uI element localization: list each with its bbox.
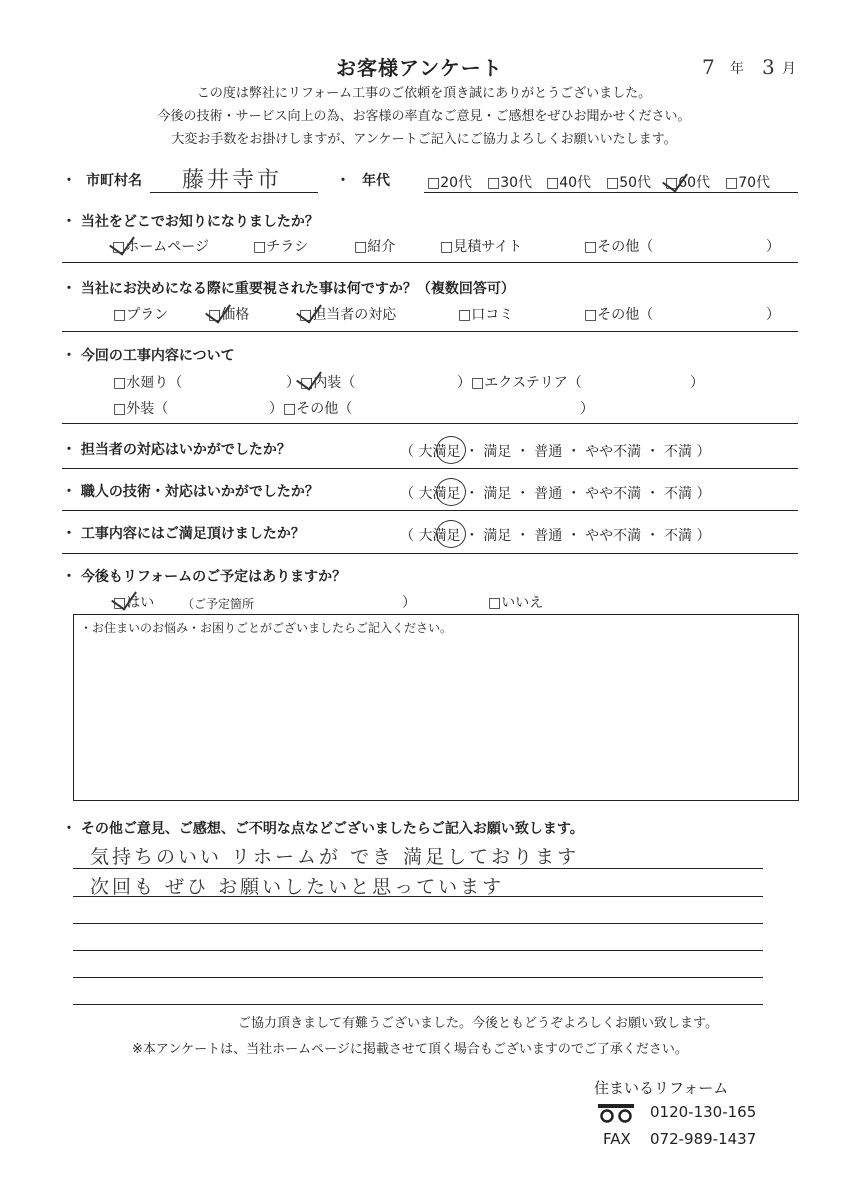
q7-question: ・ 今後もリフォームのご予定はありますか？ xyxy=(62,569,347,585)
q5-divider xyxy=(62,510,798,511)
q3-option-water[interactable]: □水廻り（ xyxy=(113,375,183,391)
q7-yes-detail-close: ） xyxy=(402,595,416,611)
concerns-box-label: ・お住まいのお悩み・お困りごとがございましたらご記入ください。 xyxy=(80,621,453,635)
q5-question: ・ 職人の技術・対応はいかがでしたか？ xyxy=(62,484,319,500)
city-bullet: ・ xyxy=(62,173,76,189)
comment-line-2[interactable] xyxy=(73,896,763,897)
q1-option-other[interactable]: □その他（ xyxy=(584,239,654,255)
q2-option-plan[interactable]: □プラン xyxy=(113,307,169,323)
age-option-30[interactable]: □30代 xyxy=(487,175,533,191)
age-option-50[interactable]: □50代 xyxy=(606,175,652,191)
city-value: 藤井寺市 xyxy=(182,168,283,193)
q1-divider xyxy=(62,262,798,263)
q6-divider xyxy=(62,553,798,554)
comments-handwritten-line-1: 気持ちのいい リホームが でき 満足しております xyxy=(90,846,580,868)
city-label: 市町村名 xyxy=(86,173,142,189)
q7-option-yes[interactable]: □はい xyxy=(113,595,155,611)
date-month-label: 月 xyxy=(782,61,796,77)
q4-rating-scale[interactable]: （ 大満足 ・ 満足 ・ 普通 ・ やや不満 ・ 不満 ） xyxy=(400,444,711,460)
q3-row1-close: ） xyxy=(690,375,704,391)
comment-line-1[interactable] xyxy=(73,868,763,869)
q6-selected-circle xyxy=(436,520,466,548)
comment-line-3[interactable] xyxy=(73,923,763,924)
phone-number[interactable]: 0120-130-165 xyxy=(650,1103,757,1121)
q7-option-no[interactable]: □いいえ xyxy=(488,595,544,611)
age-option-40[interactable]: □40代 xyxy=(546,175,592,191)
q7-yes-detail-open: （ご予定箇所 xyxy=(182,597,255,611)
q3-question: ・ 今回の工事内容について xyxy=(62,348,235,364)
age-label: 年代 xyxy=(362,173,390,189)
company-name: 住まいるリフォーム xyxy=(594,1079,729,1097)
age-bullet: ・ xyxy=(336,173,350,189)
q4-selected-circle xyxy=(436,436,466,464)
q1-option-flyer[interactable]: □チラシ xyxy=(253,239,309,255)
comments-question: ・ その他ご意見、ご感想、ご不明な点などございましたらご記入お願い致します。 xyxy=(62,821,584,837)
age-option-20[interactable]: □20代 xyxy=(427,175,473,191)
q3-option-exterior-wall[interactable]: □外装（ xyxy=(113,401,169,417)
intro-line-3: 大変お手数をお掛けしますが、アンケートご記入にご協力よろしくお願いいたします。 xyxy=(171,132,677,147)
date-year-value: 7 xyxy=(702,55,715,79)
comment-line-6[interactable] xyxy=(73,1004,763,1005)
q6-question: ・ 工事内容にはご満足頂けましたか？ xyxy=(62,526,305,542)
intro-line-1: この度は弊社にリフォーム工事のご依頼を頂き誠にありがとうございました。 xyxy=(196,86,652,101)
q2-question: ・ 当社にお決めになる際に重要視された事は何ですか？（複数回答可） xyxy=(62,281,515,297)
q1-other-close: ） xyxy=(766,239,780,255)
q2-option-reviews[interactable]: □口コミ xyxy=(458,307,514,323)
intro-line-2: 今後の技術・サービス向上の為、お客様の率直なご意見・ご感想をぜひお聞かせください。 xyxy=(157,109,691,124)
free-dial-icon xyxy=(597,1103,635,1123)
q2-option-staff[interactable]: □担当者の対応 xyxy=(299,307,397,323)
q3-option-exterior-landscape[interactable]: ）□エクステリア（ xyxy=(457,375,582,391)
q1-question: ・ 当社をどこでお知りになりましたか？ xyxy=(62,214,319,230)
footer-note: ※本アンケートは、当社ホームページに掲載させて頂く場合もございますのでご了承ください。 xyxy=(132,1042,688,1057)
q3-option-interior[interactable]: ）□内装（ xyxy=(286,375,356,391)
comment-line-5[interactable] xyxy=(73,977,763,978)
city-underline xyxy=(150,192,318,193)
q1-option-referral[interactable]: □紹介 xyxy=(354,239,396,255)
date-month-value: 3 xyxy=(762,55,775,79)
q3-row2-close: ） xyxy=(580,401,594,417)
age-option-70[interactable]: □70代 xyxy=(725,175,771,191)
date-year-label: 年 xyxy=(730,61,744,77)
comments-handwritten-line-2: 次回も ぜひ お願いしたいと思っています xyxy=(90,876,505,898)
q2-divider xyxy=(62,331,798,332)
age-underline xyxy=(424,192,798,193)
age-option-60[interactable]: □60代 xyxy=(665,175,711,191)
q4-divider xyxy=(62,468,798,469)
q5-selected-circle xyxy=(436,478,466,506)
q3-divider xyxy=(62,423,798,424)
fax-number: 072-989-1437 xyxy=(650,1130,757,1148)
concerns-box[interactable] xyxy=(73,614,799,801)
q1-option-homepage[interactable]: □ホームページ xyxy=(112,239,209,255)
q1-option-estimate-site[interactable]: □見積サイト xyxy=(440,239,523,255)
footer-thanks: ご協力頂きまして有難うございました。今後ともどうぞよろしくお願い致します。 xyxy=(238,1016,718,1031)
q5-rating-scale[interactable]: （ 大満足 ・ 満足 ・ 普通 ・ やや不満 ・ 不満 ） xyxy=(400,486,711,502)
q2-option-price[interactable]: □価格 xyxy=(208,307,250,323)
q2-other-close: ） xyxy=(766,307,780,323)
page-title: お客様アンケート xyxy=(336,56,503,80)
q4-question: ・ 担当者の対応はいかがでしたか？ xyxy=(62,442,291,458)
q2-option-other[interactable]: □その他（ xyxy=(584,307,654,323)
fax-label: FAX xyxy=(603,1130,631,1148)
comment-line-4[interactable] xyxy=(73,950,763,951)
q6-rating-scale[interactable]: （ 大満足 ・ 満足 ・ 普通 ・ やや不満 ・ 不満 ） xyxy=(400,528,711,544)
q3-option-other[interactable]: ）□その他（ xyxy=(269,401,353,417)
